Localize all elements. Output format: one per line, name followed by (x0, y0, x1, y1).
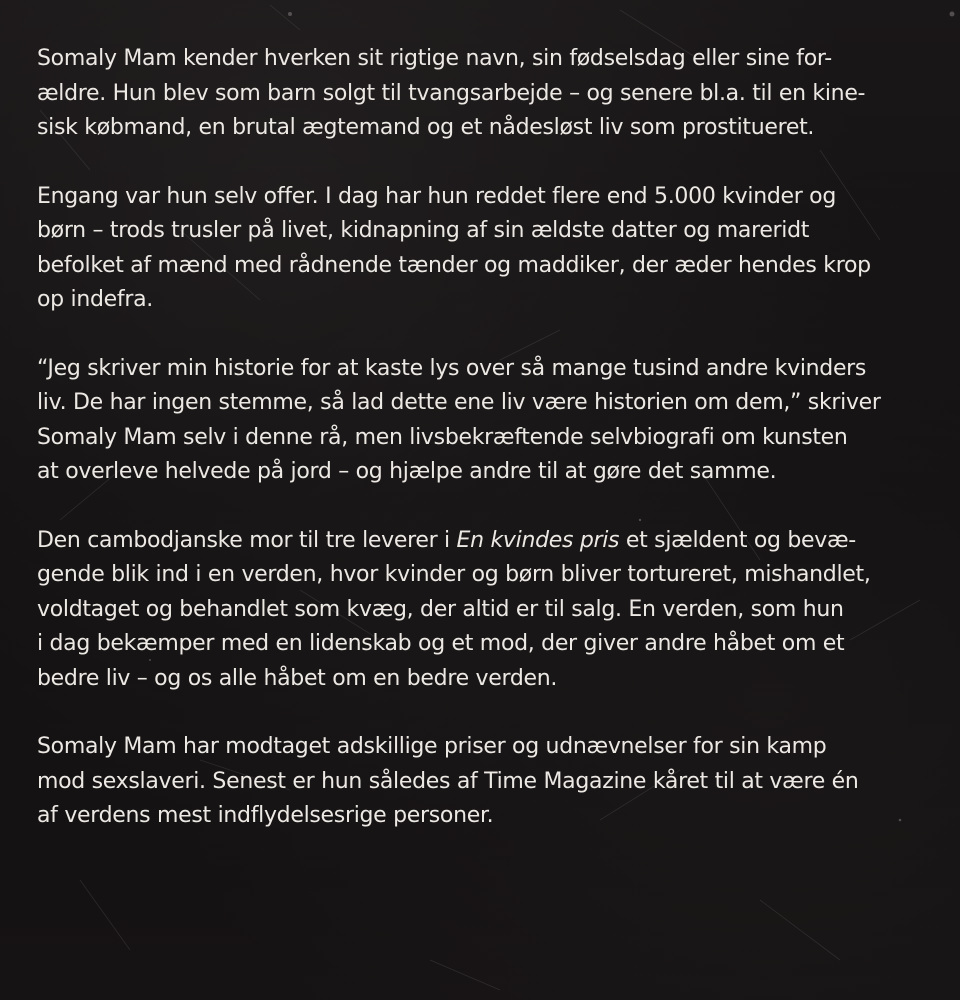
book-title: En kvindes pris (456, 527, 620, 553)
paragraph-quote (37, 352, 907, 490)
paragraph-intro (37, 42, 907, 146)
text-line: mod sexslaveri. Senest er hun således af Time Magazine kåret til at være én (37, 768, 859, 794)
text-line: op indefra. (37, 287, 153, 312)
text-line (37, 524, 907, 559)
text-line: Somaly Mam kender hverken sit rigtige navn, sin fødselsdag eller sine for- (37, 46, 832, 71)
text-line: børn – trods trusler på livet, kidnapning af sin ældste datter og mareridt (37, 218, 810, 243)
text-line: voldtaget og behandlet som kvæg, der altid er til salg. En verden, som hun (37, 596, 844, 622)
text-line: bedre liv – og os alle håbet om en bedre verden. (37, 665, 558, 691)
text-line: “Jeg skriver min historie for at kaste lys over så mange tusind andre kvinders (37, 355, 867, 381)
paragraph-victim (37, 180, 907, 318)
text-fragment: et sjældent og bevæ- (619, 527, 856, 553)
text-line: gende blik ind i en verden, hvor kvinder og børn bliver tortureret, mishandlet, (37, 562, 871, 587)
paragraph-awards (37, 730, 907, 834)
text-line: ældre. Hun blev som barn solgt til tvangsarbejde – og senere bl.a. til en kine- (37, 80, 866, 106)
blurb-text (37, 42, 907, 868)
text-line: at overleve helvede på jord – og hjælpe andre til at gøre det samme. (37, 459, 777, 484)
text-fragment: Den cambodjanske mor til tre leverer i (37, 527, 457, 553)
text-line: liv. De har ingen stemme, så lad dette ene liv være historien om dem,” skriver (37, 390, 881, 415)
text-line: Somaly Mam har modtaget adskillige priser og udnævnelser for sin kamp (37, 734, 827, 759)
text-line: sisk købmand, en brutal ægtemand og et nådesløst liv som prostitueret. (37, 115, 815, 140)
text-line: af verdens mest indflydelsesrige personer. (37, 803, 494, 828)
text-line: Somaly Mam selv i denne rå, men livsbekræftende selvbiografi om kunsten (37, 424, 848, 450)
text-line: befolket af mænd med rådnende tænder og maddiker, der æder hendes krop (37, 252, 871, 278)
text-line: i dag bekæmper med en lidenskab og et mod, der giver andre håbet om et (37, 631, 845, 656)
text-line: Engang var hun selv offer. I dag har hun reddet flere end 5.000 kvinder og (37, 183, 836, 209)
paragraph-book (37, 524, 907, 697)
